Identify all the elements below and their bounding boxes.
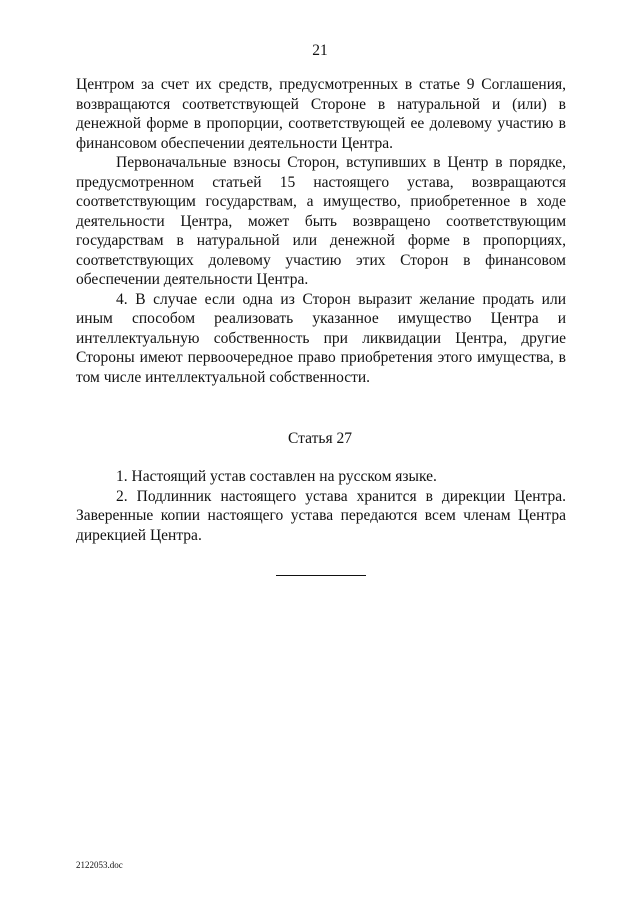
paragraph-item-1: 1. Настоящий устав составлен на русском языке. [116, 468, 437, 485]
paragraph-continuation: Центром за счет их средств, предусмотренных в статье 9 Соглашения, возвращаются соответствующей Стороне в натуральной и (или) в денежной форме в пропорции, соответствующей ее долевому участию в финансовом обеспечении деятельности Центра. [76, 76, 566, 152]
paragraph-item-4: 4. В случае если одна из Сторон выразит желание продать или иным способом реализовать указанное имущество Центра и интеллектуальную собственность при ликвидации Центра, другие Стороны имеют первоочередное право приобретения этого имущества, в том числе интеллектуальной собственности. [76, 290, 566, 386]
end-separator-line [276, 575, 366, 576]
article-heading: Статья 27 [288, 430, 352, 447]
article-26-continuation [76, 75, 566, 387]
article-27-body [76, 467, 566, 545]
footer-file-name: 2122053.doc [76, 860, 123, 870]
page-number: 21 [312, 42, 328, 59]
paragraph-initial-contributions: Первоначальные взносы Сторон, вступивших в Центр в порядке, предусмотренном статьей 15 настоящего устава, возвращаются соответствующим государствам, а имущество, приобретенное в ходе деятельности Центра, может быть возвращено соответствующим государствам в натуральной или денежной форме в пропорциях, соответствующих долевому участию этих Сторон в финансовом обеспечении деятельности Центра. [76, 154, 566, 288]
paragraph-item-2: 2. Подлинник настоящего устава хранится в дирекции Центра. Заверенные копии настоящего устава передаются всем членам Центра дирекцией Центра. [76, 487, 566, 544]
